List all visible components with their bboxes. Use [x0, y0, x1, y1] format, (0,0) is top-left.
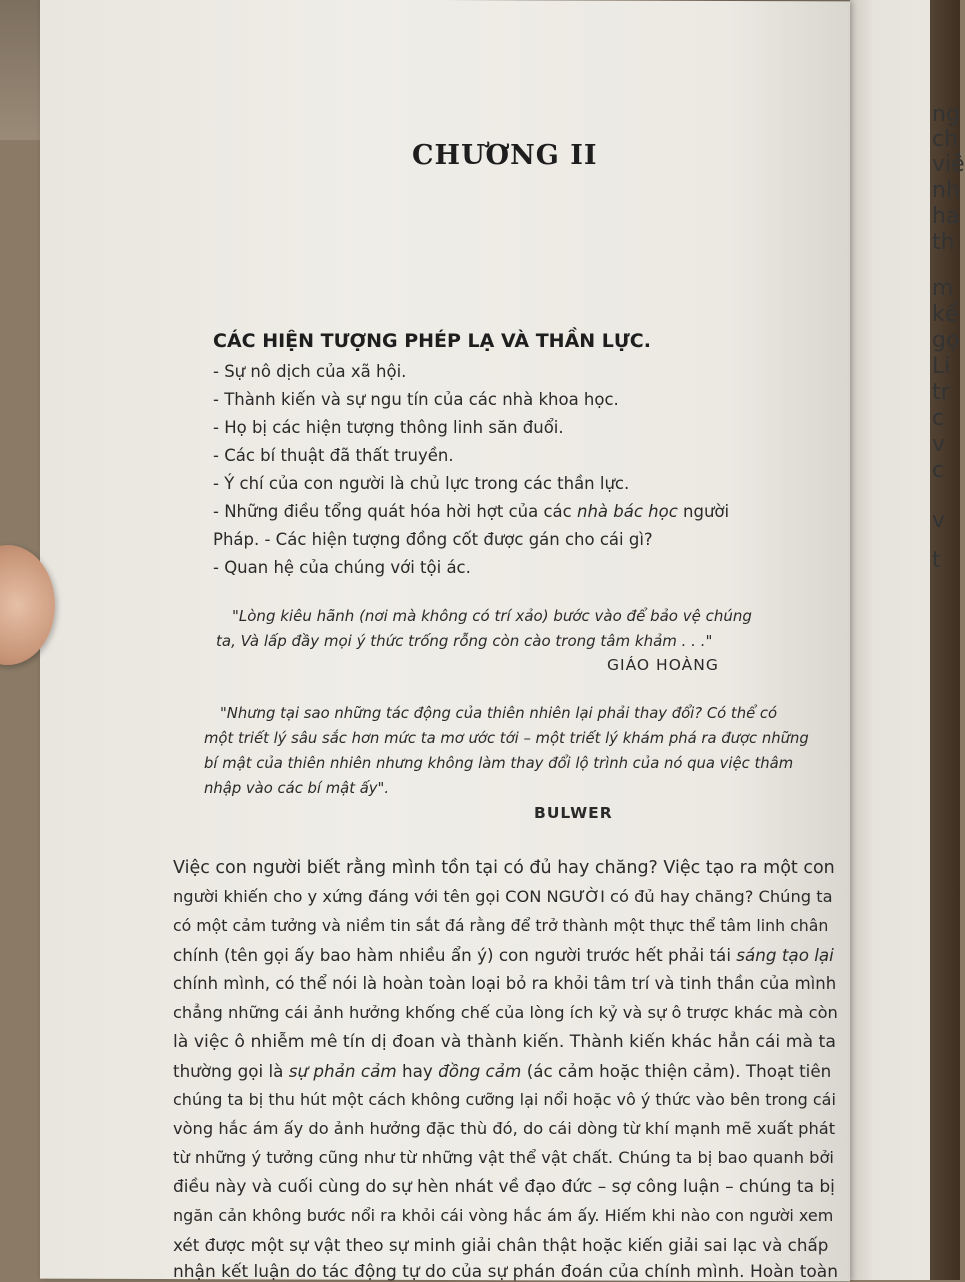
facing-page-fragment: nh — [932, 178, 960, 203]
summary-item: - Ý chí của con người là chủ lực trong các thần lực. — [213, 474, 630, 493]
body-line: Việc con người biết rằng mình tồn tại có đủ hay chăng? Việc tạo ra một con — [173, 858, 835, 878]
body-line: ngăn cản không bước nổi ra khỏi cái vòng hắc ám ấy. Hiếm khi nào con người xem — [173, 1206, 834, 1225]
section-title: CÁC HIỆN TƯỢNG PHÉP LẠ VÀ THẦN LỰC. — [213, 330, 651, 352]
epigraph-author: BULWER — [534, 804, 613, 822]
body-line — [173, 945, 834, 965]
facing-page-fragment: th — [932, 230, 955, 255]
epigraph-line: ta, Và lấp đầy mọi ý thức trống rỗng còn cào trong tâm khảm . . ." — [216, 632, 713, 650]
epigraph-line: một triết lý sâu sắc hơn mức ta mơ ước tới – một triết lý khám phá ra được những — [204, 730, 809, 747]
facing-page-fragment: kế — [932, 302, 959, 327]
emphasis-text: sáng tạo lại — [736, 945, 834, 965]
emphasis-text: nhà bác học — [577, 502, 678, 521]
facing-page-fragment: ha — [932, 204, 960, 229]
body-text: hay — [401, 1061, 433, 1081]
summary-item: Pháp. - Các hiện tượng đồng cốt được gán cho cái gì? — [213, 530, 653, 549]
facing-page-fragment: ng — [932, 102, 960, 127]
summary-text: - Những điều tổng quát hóa hời hợt của các — [213, 502, 572, 521]
emphasis-text: sự phản cảm — [288, 1061, 397, 1081]
summary-item: - Quan hệ của chúng với tội ác. — [213, 558, 471, 577]
body-line: chẳng những cái ảnh hưởng khống chế của lòng ích kỷ và sự ô trược khác mà còn — [173, 1003, 838, 1022]
epigraph-line: bí mật của thiên nhiên nhưng không làm thay đổi lộ trình của nó qua việc thâm — [204, 755, 794, 772]
epigraph-author: GIÁO HOÀNG — [607, 656, 719, 674]
facing-page-fragment: v — [932, 508, 946, 533]
summary-item: - Sự nô dịch của xã hội. — [213, 362, 407, 381]
facing-page-fragment: v — [932, 432, 946, 457]
body-line: người khiến cho y xứng đáng với tên gọi CON NGƯỜI có đủ hay chăng? Chúng ta — [173, 887, 833, 906]
summary-item: - Họ bị các hiện tượng thông linh săn đuổi. — [213, 418, 564, 437]
facing-page-fragment: c — [932, 458, 945, 483]
summary-item — [213, 502, 729, 521]
body-line: nhận kết luận do tác động tự do của sự phán đoán của chính mình. Hoàn toàn — [173, 1262, 838, 1282]
body-line: điều này và cuối cùng do sự hèn nhát về đạo đức – sợ công luận – chúng ta bị — [173, 1177, 835, 1197]
summary-item: - Thành kiến và sự ngu tín của các nhà khoa học. — [213, 390, 619, 409]
facing-page-fragment: t — [932, 548, 941, 573]
facing-page-fragment: ch — [932, 127, 959, 152]
body-text: chính (tên gọi ấy bao hàm nhiều ẩn ý) con người trước hết phải tái — [173, 945, 731, 965]
body-line: từ những ý tưởng cũng như từ những vật thể vật chất. Chúng ta bị bao quanh bởi — [173, 1148, 834, 1167]
emphasis-text: đồng cảm — [438, 1061, 522, 1081]
facing-page — [850, 0, 965, 1280]
epigraph-line: nhập vào các bí mật ấy". — [204, 780, 390, 797]
facing-page-fragment: c — [932, 406, 945, 431]
epigraph-line: "Lòng kiêu hãnh (nơi mà không có trí xảo) bước vào để bảo vệ chúng — [232, 607, 752, 625]
facing-page-fragment: m — [932, 276, 954, 301]
body-line — [173, 1061, 831, 1081]
body-line: có một cảm tưởng và niềm tin sắt đá rằng để trở thành một thực thể tâm linh chân — [173, 916, 829, 935]
body-line: vòng hắc ám ấy do ảnh hưởng đặc thù đó, do cái dòng từ khí mạnh mẽ xuất phát — [173, 1119, 836, 1138]
facing-page-fragment: viê — [932, 152, 965, 177]
body-line: xét được một sự vật theo sự minh giải chân thật hoặc kiến giải sai lạc và chấp — [173, 1235, 829, 1255]
body-line: là việc ô nhiễm mê tín dị đoan và thành kiến. Thành kiến khác hẳn cái mà ta — [173, 1032, 836, 1052]
body-text: thường gọi là — [173, 1061, 284, 1081]
facing-page-fragment: gọ — [932, 328, 960, 353]
facing-page-fragment: tr — [932, 380, 950, 405]
chapter-title: CHƯƠNG II — [412, 140, 598, 171]
facing-page-fragment: Li — [932, 354, 951, 379]
body-text: (ác cảm hoặc thiện cảm). Thoạt tiên — [526, 1061, 832, 1081]
summary-item: - Các bí thuật đã thất truyền. — [213, 446, 454, 465]
epigraph-line: "Nhưng tại sao những tác động của thiên nhiên lại phải thay đổi? Có thể có — [220, 705, 778, 722]
body-line: chính mình, có thể nói là hoàn toàn loại bỏ ra khỏi tâm trí và tinh thần của mình — [173, 974, 837, 993]
summary-text: người — [683, 502, 730, 521]
body-line: chúng ta bị thu hút một cách không cưỡng lại nổi hoặc vô ý thức vào bên trong cái — [173, 1090, 836, 1109]
